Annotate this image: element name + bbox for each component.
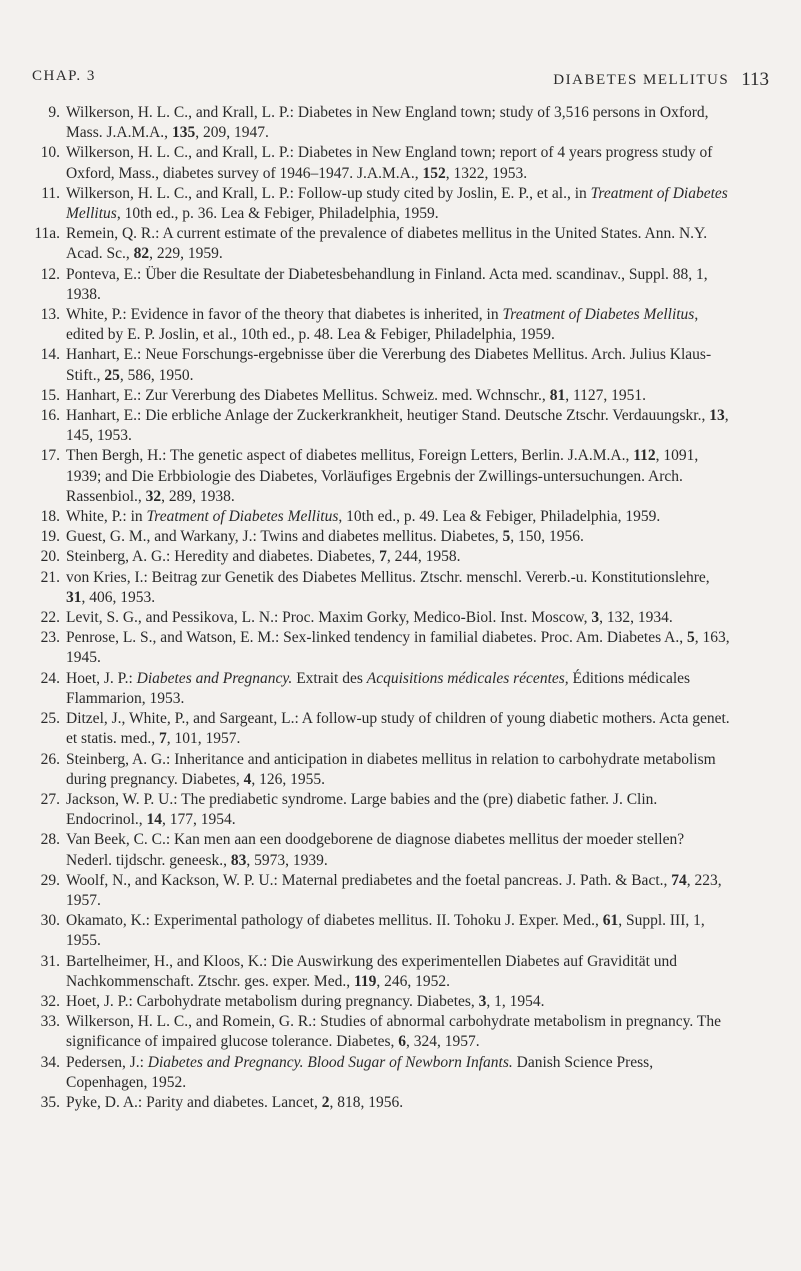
volume-number: 2	[321, 1093, 330, 1111]
reference-text: Van Beek, C. C.: Kan men aan een doodgeborene de diagnose diabetes mellitus der moeder stellen? Nederl. tijdschr. geneesk.,	[66, 831, 685, 869]
reference-number: 10.	[40, 144, 60, 162]
reference-number: 18.	[40, 508, 60, 526]
reference-number: 15.	[40, 386, 60, 404]
reference-text: , 10th ed., p. 36. Lea & Febiger, Philadelphia, 1959.	[116, 205, 439, 223]
reference-entry	[32, 709, 732, 749]
reference-entry	[32, 1093, 732, 1113]
reference-text: , 1091, 1939; and Die Erbbiologie des Diabetes, Vorläufiges Ergebnis der Zwillings-untersuchungen. Arch. Rassenbiol.,	[66, 447, 699, 505]
reference-number: 13.	[40, 306, 60, 324]
page-number: 113	[741, 69, 769, 90]
reference-text: , 818, 1956.	[329, 1093, 404, 1111]
reference-number: 11.	[41, 184, 60, 202]
reference-entry	[32, 568, 732, 608]
volume-number: 25	[104, 366, 120, 384]
reference-entry	[32, 103, 732, 143]
reference-text: , 1127, 1951.	[565, 386, 646, 404]
reference-number: 27.	[40, 790, 60, 808]
reference-text: Levit, S. G., and Pessikova, L. N.: Proc. Maxim Gorky, Medico-Biol. Inst. Moscow,	[66, 609, 592, 627]
reference-text: , 163, 1945.	[66, 629, 730, 667]
volume-number: 31	[66, 588, 82, 606]
reference-text: Bartelheimer, H., and Kloos, K.: Die Auswirkung des experimentellen Diabetes auf Gravidität und Nachkommenschaft. Ztschr. ges. exper. Med.,	[66, 952, 678, 990]
reference-text: Hanhart, E.: Neue Forschungs-ergebnisse über die Vererbung des Diabetes Mellitus. Arch. Julius Klaus-Stift.,	[66, 346, 712, 384]
reference-number: 25.	[40, 710, 60, 728]
reference-text: Extrait des	[292, 669, 367, 687]
reference-number: 30.	[40, 912, 60, 930]
volume-number: 3	[478, 992, 487, 1010]
volume-number: 74	[671, 871, 687, 889]
running-header	[32, 68, 769, 92]
reference-text: , 586, 1950.	[119, 366, 194, 384]
reference-number: 20.	[40, 548, 60, 566]
reference-entry	[32, 527, 732, 547]
reference-text: Wilkerson, H. L. C., and Krall, L. P.: Follow-up study cited by Joslin, E. P., et al., in	[66, 184, 591, 202]
reference-number: 23.	[40, 629, 60, 647]
reference-text: Ditzel, J., White, P., and Sargeant, L.: A follow-up study of children of young diabetic mothers. Acta genet. et statis. med.,	[66, 710, 730, 748]
reference-text: Pyke, D. A.: Parity and diabetes. Lancet,	[66, 1093, 322, 1111]
reference-entry	[32, 628, 732, 668]
reference-text: Penrose, L. S., and Watson, E. M.: Sex-linked tendency in familial diabetes. Proc. Am. Diabetes A.,	[66, 629, 687, 647]
reference-entry	[32, 1053, 732, 1093]
reference-number: 28.	[40, 831, 60, 849]
reference-text: , 145, 1953.	[66, 407, 729, 445]
reference-text: , 101, 1957.	[166, 730, 241, 748]
volume-number: 82	[133, 245, 150, 263]
reference-text: , 209, 1947.	[195, 124, 269, 142]
reference-entry	[32, 830, 732, 870]
book-title: Diabetes and Pregnancy.	[136, 669, 293, 687]
reference-text: , 177, 1954.	[162, 811, 236, 829]
reference-text: Éditions médicales Flammarion, 1953.	[66, 669, 691, 707]
reference-text: Wilkerson, H. L. C., and Krall, L. P.: Diabetes in New England town; study of 3,516 persons in Oxford, Mass. J.A.M.A.,	[66, 104, 709, 142]
reference-text: , 324, 1957.	[406, 1033, 480, 1051]
reference-text: Danish Science Press, Copenhagen, 1952.	[66, 1053, 654, 1091]
reference-number: 12.	[40, 265, 60, 283]
reference-text: , Suppl. III, 1, 1955.	[66, 912, 705, 950]
reference-number: 24.	[40, 669, 60, 687]
chapter-label: CHAP. 3	[32, 68, 96, 84]
reference-entry	[32, 750, 732, 790]
reference-text: , 406, 1953.	[81, 588, 156, 606]
reference-entry	[32, 386, 732, 406]
reference-entry	[32, 184, 732, 224]
reference-number: 14.	[40, 346, 60, 364]
volume-number: 14	[146, 811, 162, 829]
reference-text: , 223, 1957.	[66, 871, 722, 909]
reference-text: White, P.: Evidence in favor of the theory that diabetes is inherited, in	[66, 306, 503, 324]
reference-entry	[32, 669, 732, 709]
reference-text: , 246, 1952.	[376, 972, 450, 990]
volume-number: 61	[602, 912, 619, 930]
reference-entry	[32, 305, 732, 345]
reference-number: 34.	[40, 1053, 60, 1071]
reference-text: , 10th ed., p. 49. Lea & Febiger, Philadelphia, 1959.	[338, 508, 661, 526]
volume-number: 5	[686, 629, 695, 647]
reference-text: , 289, 1938.	[161, 487, 235, 505]
book-title: Diabetes and Pregnancy. Blood Sugar of Newborn Infants.	[147, 1053, 513, 1071]
volume-number: 7	[159, 730, 167, 748]
reference-number: 19.	[40, 528, 60, 546]
reference-entry	[32, 507, 732, 527]
volume-number: 4	[243, 770, 252, 788]
reference-text: von Kries, I.: Beitrag zur Genetik des Diabetes Mellitus. Ztschr. menschl. Vererb.-u. Konstitutionslehre,	[66, 568, 710, 586]
reference-text: Hanhart, E.: Die erbliche Anlage der Zuckerkrankheit, heutiger Stand. Deutsche Ztschr. Verdauungskr.,	[66, 407, 710, 425]
volume-number: 81	[549, 386, 566, 404]
reference-text: Pedersen, J.:	[66, 1053, 148, 1071]
reference-text: Jackson, W. P. U.: The prediabetic syndrome. Large babies and the (pre) diabetic father. J. Clin. Endocrinol.,	[66, 790, 658, 829]
volume-number: 7	[379, 548, 387, 566]
volume-number: 135	[171, 124, 196, 142]
reference-number: 32.	[40, 992, 60, 1010]
reference-text: Hanhart, E.: Zur Vererbung des Diabetes Mellitus. Schweiz. med. Wchnschr.,	[66, 386, 550, 404]
book-title: Treatment of Diabetes Mellitus	[502, 306, 695, 324]
volume-number: 3	[591, 609, 600, 627]
reference-text: Wilkerson, H. L. C., and Romein, G. R.: Studies of abnormal carbohydrate metabolism in pregnancy. The significance of impaired glucose tolerance. Diabetes,	[66, 1013, 721, 1051]
reference-text: , edited by E. P. Joslin, et al., 10th ed., p. 48. Lea & Febiger, Philadelphia, 1959.	[66, 306, 699, 344]
volume-number: 152	[422, 164, 446, 182]
reference-text: , 1, 1954.	[486, 992, 545, 1010]
reference-text: Remein, Q. R.: A current estimate of the prevalence of diabetes mellitus in the United States. Ann. N.Y. Acad. Sc.,	[66, 225, 708, 263]
volume-number: 83	[230, 851, 247, 869]
reference-text: , 150, 1956.	[510, 528, 584, 546]
volume-number: 5	[502, 528, 511, 546]
reference-text: Ponteva, E.: Über die Resultate der Diabetesbehandlung in Finland. Acta med. scandinav., Suppl. 88, 1, 1938.	[66, 265, 708, 303]
reference-entry	[32, 143, 732, 183]
reference-text: Then Bergh, H.: The genetic aspect of diabetes mellitus, Foreign Letters, Berlin. J.A.M.A.,	[66, 447, 634, 465]
reference-entry	[32, 265, 732, 305]
reference-list	[32, 103, 732, 1113]
running-title: DIABETES MELLITUS	[553, 72, 730, 88]
reference-text: Woolf, N., and Kackson, W. P. U.: Maternal prediabetes and the foetal pancreas. J. Path. & Bact.,	[66, 871, 672, 889]
reference-entry	[32, 547, 732, 567]
reference-number: 26.	[40, 750, 60, 768]
reference-text: Hoet, J. P.:	[66, 669, 137, 687]
volume-number: 6	[398, 1033, 407, 1051]
reference-text: , 244, 1958.	[386, 548, 461, 566]
reference-entry	[32, 1012, 732, 1052]
reference-text: Hoet, J. P.: Carbohydrate metabolism during pregnancy. Diabetes,	[66, 992, 479, 1010]
reference-text: Okamato, K.: Experimental pathology of diabetes mellitus. II. Tohoku J. Exper. Med.,	[66, 912, 603, 930]
reference-entry	[32, 911, 732, 951]
reference-number: 29.	[40, 871, 60, 889]
reference-number: 11a.	[34, 225, 60, 243]
reference-text: Guest, G. M., and Warkany, J.: Twins and diabetes mellitus. Diabetes,	[66, 528, 503, 546]
reference-text: , 229, 1959.	[149, 245, 223, 263]
reference-text: White, P.: in	[66, 508, 147, 526]
volume-number: 112	[633, 447, 656, 465]
reference-number: 9.	[48, 104, 60, 121]
book-title: Treatment of Diabetes Mellitus	[66, 184, 728, 223]
volume-number: 32	[145, 487, 162, 505]
reference-number: 31.	[40, 952, 60, 970]
reference-text: , 5973, 1939.	[246, 851, 328, 869]
reference-number: 22.	[40, 609, 60, 627]
reference-text: , 126, 1955.	[251, 770, 325, 788]
reference-number: 17.	[40, 447, 60, 465]
reference-text: , 1322, 1953.	[445, 164, 528, 182]
reference-number: 21.	[40, 568, 60, 586]
reference-text: Wilkerson, H. L. C., and Krall, L. P.: Diabetes in New England town; report of 4 years progress study of Oxford, Mass., diabetes survey of 1946–1947. J.A.M.A.,	[66, 144, 713, 182]
reference-entry	[32, 446, 732, 507]
reference-entry	[32, 992, 732, 1012]
reference-text: , 132, 1934.	[599, 609, 673, 627]
reference-entry	[32, 345, 732, 385]
reference-entry	[32, 608, 732, 628]
reference-number: 33.	[40, 1013, 60, 1031]
reference-entry	[32, 952, 732, 992]
header-right	[553, 68, 769, 90]
reference-entry	[32, 406, 732, 446]
reference-entry	[32, 871, 732, 911]
reference-entry	[32, 790, 732, 830]
reference-entry	[32, 224, 732, 264]
reference-number: 35.	[40, 1093, 60, 1111]
volume-number: 13	[709, 407, 725, 425]
book-title: Acquisitions médicales récentes,	[366, 669, 569, 687]
book-title: Treatment of Diabetes Mellitus	[146, 508, 339, 526]
reference-text: Steinberg, A. G.: Inheritance and anticipation in diabetes mellitus in relation to carbohydrate metabolism during pregnancy. Diabetes,	[66, 750, 716, 788]
volume-number: 119	[353, 972, 377, 990]
reference-number: 16.	[40, 407, 60, 425]
reference-text: Steinberg, A. G.: Heredity and diabetes. Diabetes,	[66, 548, 380, 566]
